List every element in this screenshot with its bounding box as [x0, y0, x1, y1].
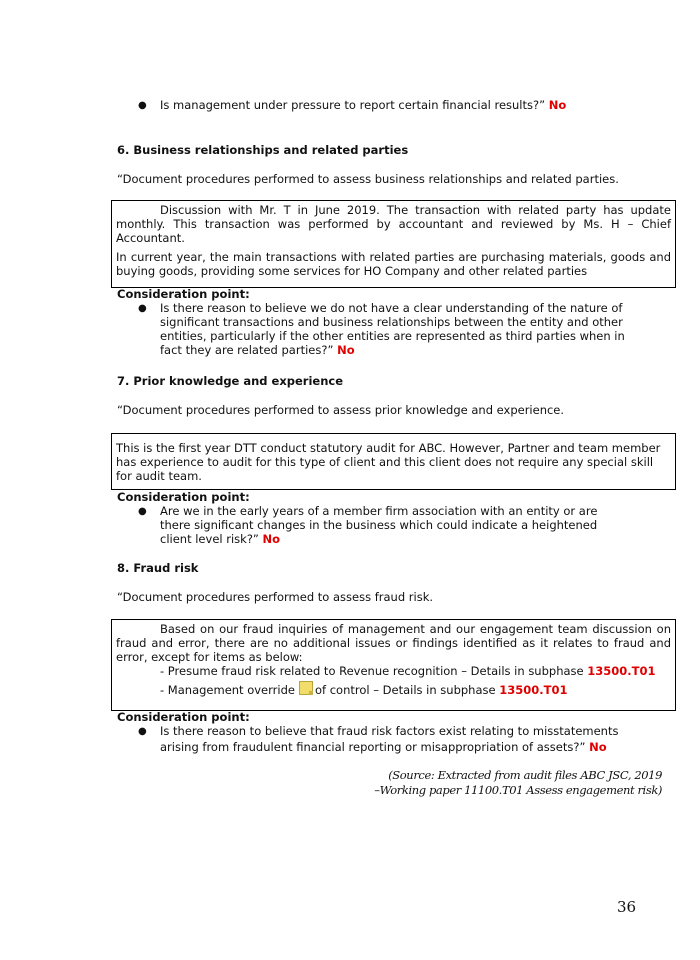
s7-bullet-text: Are we in the early years of a member firm association with an entity or are there significant changes in the business which could indicate a heightened client level risk?”: [160, 504, 598, 546]
bullet-dot: ●: [138, 506, 147, 517]
source-citation: [374, 768, 662, 798]
bullet-dot: ●: [138, 303, 147, 314]
s5-answer: No: [548, 98, 567, 112]
s8-item1-ref: 13500.T01: [587, 664, 656, 678]
s6-box-p2: In current year, the main transactions with related parties are purchasing materials, goods and buying goods, providing some services for HO Company and other related parties: [116, 250, 671, 278]
page-number: 36: [617, 898, 637, 916]
s5-bullet-text: Is management under pressure to report certain financial results?”: [160, 98, 546, 112]
s5-bullet: [160, 98, 680, 112]
s7-box: [111, 433, 676, 490]
s8-consideration-label: Consideration point:: [117, 710, 250, 724]
s8-bullet-line2-wrap: [160, 740, 607, 754]
source-line1: (Source: Extracted from audit files ABC JSC, 2019: [388, 768, 662, 782]
bullet-dot: ●: [138, 726, 147, 737]
s7-consideration-label: Consideration point:: [117, 490, 250, 504]
s6-answer: No: [337, 343, 355, 357]
s6-bullet-text: Is there reason to believe we do not have a clear understanding of the nature of significant transactions and business relationships between the entity and other entities, particularly if the other entities are represented as third parties when in fact they are related parties?”: [160, 301, 625, 357]
s6-consideration-label: Consideration point:: [117, 287, 250, 301]
s6-box: [111, 200, 676, 288]
s8-item1-text: - Presume fraud risk related to Revenue recognition – Details in subphase: [160, 664, 584, 678]
s6-heading: 6. Business relationships and related parties: [117, 143, 409, 157]
s8-box-p1: Based on our fraud inquiries of management and our engagement team discussion on fraud and error, there are no additional issues or findings identified as it relates to fraud and error, except for items as below:: [116, 622, 671, 664]
s6-box-p1: Discussion with Mr. T in June 2019. The transaction with related party has update monthly. This transaction was performed by accountant and reviewed by Ms. H – Chief Accountant.: [116, 203, 671, 245]
s8-item2: [116, 681, 671, 697]
s8-heading: 8. Fraud risk: [117, 561, 199, 575]
s7-answer: No: [262, 532, 281, 546]
s8-bullet-line1: Is there reason to believe that fraud risk factors exist relating to misstatements: [160, 724, 619, 738]
s7-procedure: “Document procedures performed to assess prior knowledge and experience.: [117, 403, 565, 417]
s7-heading: 7. Prior knowledge and experience: [117, 374, 344, 388]
s6-bullet: [160, 301, 630, 357]
s6-procedure: “Document procedures performed to assess business relationships and related parties.: [117, 172, 619, 186]
s8-answer: No: [589, 740, 607, 754]
s8-procedure: “Document procedures performed to assess fraud risk.: [117, 590, 434, 604]
s8-item2-ref: 13500.T01: [499, 683, 568, 697]
s7-box-p1: This is the first year DTT conduct statutory audit for ABC. However, Partner and team member has experience to audit for this type of client and this client does not require any special skill for audit team.: [116, 441, 661, 483]
bullet-dot: ●: [138, 100, 147, 111]
s8-box: [111, 619, 676, 711]
s8-item1: [116, 664, 671, 678]
s8-item2-post: of control – Details in subphase: [314, 683, 496, 697]
s8-item2-pre: - Management override: [160, 683, 295, 697]
s8-bullet-line2: arising from fraudulent financial reporting or misappropriation of assets?”: [160, 740, 586, 754]
sticky-note-icon[interactable]: [299, 681, 313, 695]
source-line2: –Working paper 11100.T01 Assess engagement risk): [374, 783, 662, 797]
s7-bullet: [160, 504, 620, 546]
